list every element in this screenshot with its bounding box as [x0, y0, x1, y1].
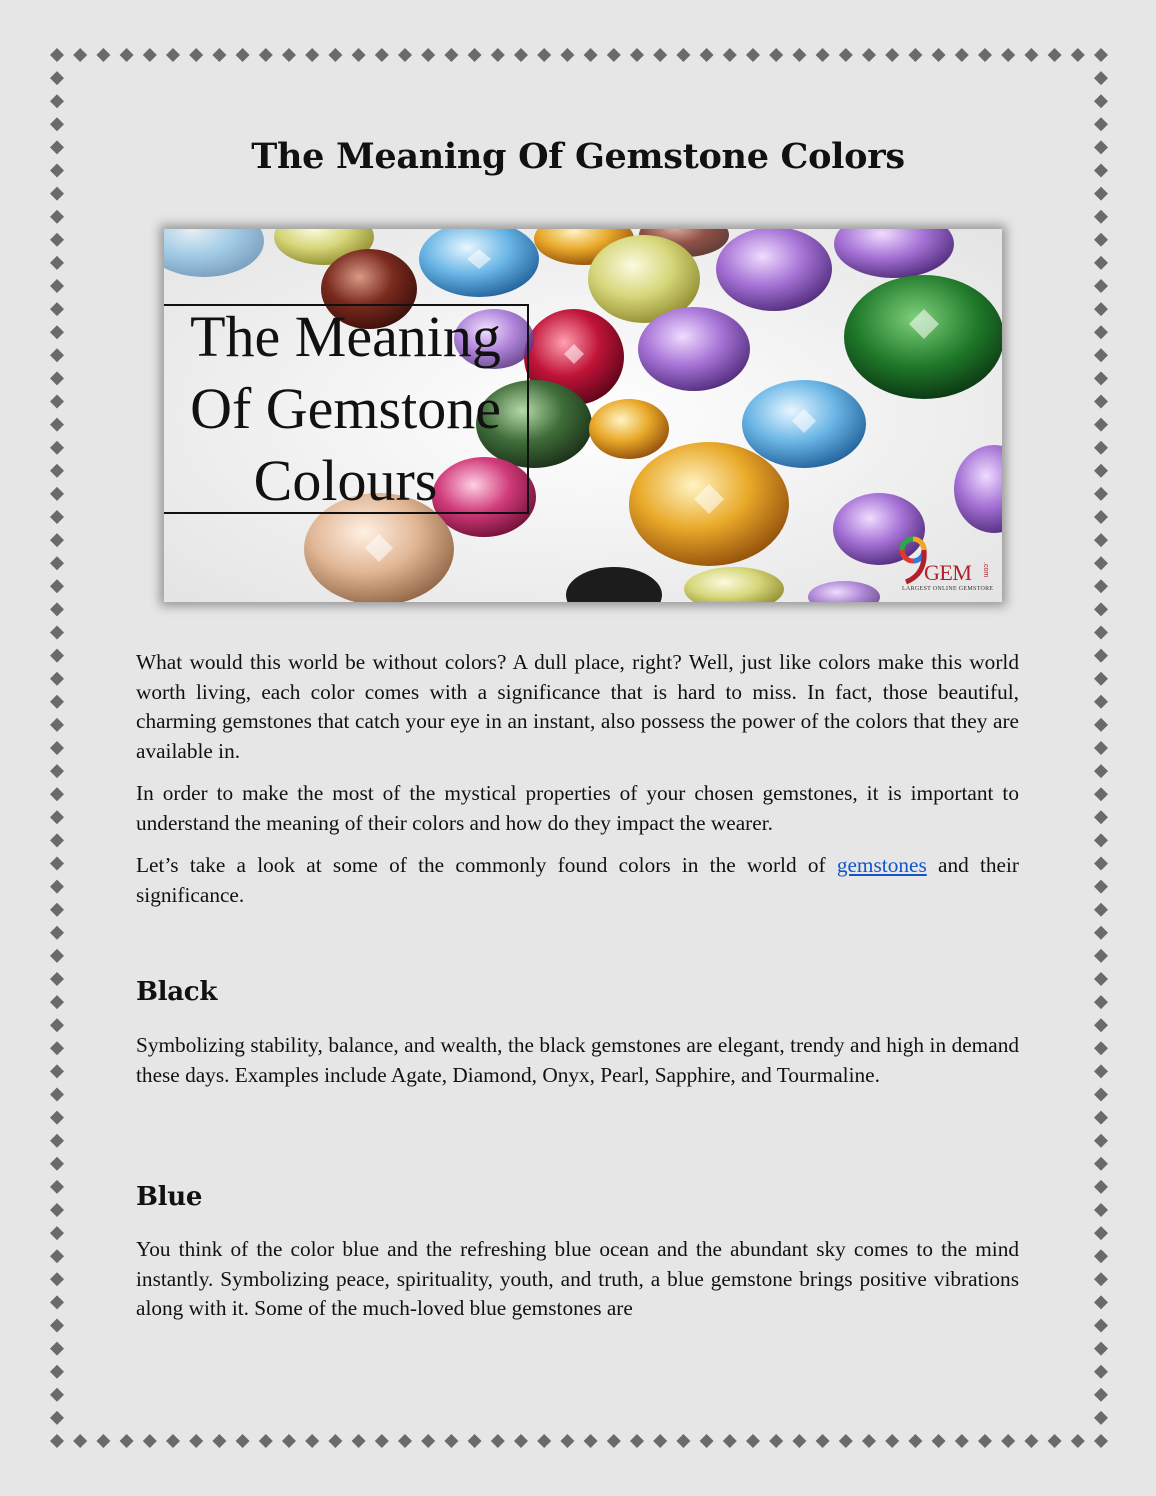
border-diamond — [676, 48, 690, 62]
border-diamond — [212, 48, 226, 62]
border-diamond — [1094, 880, 1108, 894]
border-diamond — [1094, 1388, 1108, 1402]
border-diamond — [839, 48, 853, 62]
border-diamond — [1094, 1134, 1108, 1148]
border-diamond — [50, 1111, 64, 1125]
border-diamond — [50, 602, 64, 616]
border-diamond — [885, 48, 899, 62]
hero-title-line-1: The Meaning — [190, 304, 501, 369]
border-diamond — [282, 48, 296, 62]
border-diamond — [50, 1272, 64, 1286]
border-diamond — [50, 857, 64, 871]
border-diamond — [1094, 1018, 1108, 1032]
border-diamond — [50, 649, 64, 663]
section-heading-black: Black — [136, 977, 218, 1007]
border-diamond — [1094, 926, 1108, 940]
border-diamond — [816, 48, 830, 62]
border-diamond — [723, 48, 737, 62]
border-diamond — [50, 48, 64, 62]
border-diamond — [50, 256, 64, 270]
border-diamond — [259, 48, 273, 62]
border-diamond — [50, 187, 64, 201]
border-diamond — [1094, 510, 1108, 524]
border-diamond — [1071, 48, 1085, 62]
border-diamond — [50, 903, 64, 917]
border-diamond — [328, 1434, 342, 1448]
border-diamond — [723, 1434, 737, 1448]
border-diamond — [1094, 1319, 1108, 1333]
border-diamond — [1094, 94, 1108, 108]
border-diamond — [676, 1434, 690, 1448]
border-diamond — [236, 1434, 250, 1448]
border-diamond — [908, 48, 922, 62]
border-diamond — [653, 1434, 667, 1448]
intro-paragraph-3-lead: Let’s take a look at some of the commonly found colors in the world of — [136, 853, 837, 877]
border-diamond — [50, 695, 64, 709]
border-diamond — [96, 1434, 110, 1448]
border-diamond — [50, 1226, 64, 1240]
border-diamond — [514, 48, 528, 62]
border-diamond — [1094, 233, 1108, 247]
logo-tagline: LARGEST ONLINE GEMSTORE — [902, 586, 994, 592]
border-diamond — [120, 1434, 134, 1448]
border-diamond — [792, 48, 806, 62]
border-diamond — [1094, 348, 1108, 362]
border-diamond — [1094, 903, 1108, 917]
border-diamond — [1094, 1342, 1108, 1356]
border-diamond — [421, 48, 435, 62]
border-diamond — [978, 48, 992, 62]
border-diamond — [305, 48, 319, 62]
intro-paragraph-3-tail: and their significance. — [136, 853, 1019, 907]
border-diamond — [1094, 579, 1108, 593]
border-diamond — [50, 926, 64, 940]
border-diamond — [50, 764, 64, 778]
border-diamond — [50, 279, 64, 293]
intro-paragraph-1: What would this world be without colors? A dull place, right? Well, just like colors make this world worth living, each color comes with a significance that is hard to miss. In fact, those beautiful, charming gemstones that catch your eye in an instant, also possess the power of the colors that they are available in. — [136, 650, 1019, 763]
border-diamond — [1094, 418, 1108, 432]
border-diamond — [50, 833, 64, 847]
border-diamond — [1094, 71, 1108, 85]
border-diamond — [491, 48, 505, 62]
section-text-blue: You think of the color blue and the refreshing blue ocean and the abundant sky comes to the mind instantly. Symbolizing peace, spirituality, youth, and truth, a blue gemstone brings positive vibrations along with it. Some of the much-loved blue gemstones are — [136, 1237, 1019, 1320]
border-diamond — [468, 1434, 482, 1448]
intro-paragraph-3 — [136, 851, 1019, 910]
page-title: The Meaning Of Gemstone Colors — [251, 136, 905, 177]
border-diamond — [50, 718, 64, 732]
section-text-black: Symbolizing stability, balance, and wealth, the black gemstones are elegant, trendy and high in demand these days. Examples include Agate, Diamond, Onyx, Pearl, Sapphire, and Tourmaline. — [136, 1033, 1019, 1087]
border-diamond — [50, 1064, 64, 1078]
border-diamond — [50, 995, 64, 1009]
border-diamond — [50, 810, 64, 824]
border-diamond — [73, 1434, 87, 1448]
border-diamond — [120, 48, 134, 62]
border-diamond — [1001, 48, 1015, 62]
border-diamond — [50, 1134, 64, 1148]
border-diamond — [932, 1434, 946, 1448]
border-diamond — [1071, 1434, 1085, 1448]
border-diamond — [769, 1434, 783, 1448]
border-diamond — [1094, 1249, 1108, 1263]
border-diamond — [50, 464, 64, 478]
border-diamond — [1094, 1434, 1108, 1448]
border-diamond — [50, 1041, 64, 1055]
gemstones-link[interactable]: gemstones — [836, 853, 927, 877]
border-diamond — [584, 48, 598, 62]
border-diamond — [282, 1434, 296, 1448]
border-diamond — [1094, 672, 1108, 686]
border-diamond — [50, 1319, 64, 1333]
border-diamond — [143, 1434, 157, 1448]
border-diamond — [50, 94, 64, 108]
border-diamond — [50, 579, 64, 593]
border-diamond — [50, 1249, 64, 1263]
border-diamond — [1094, 1272, 1108, 1286]
border-diamond — [862, 1434, 876, 1448]
border-diamond — [1094, 626, 1108, 640]
hero-title-line-3: Colours — [253, 448, 438, 513]
border-diamond — [50, 1203, 64, 1217]
border-diamond — [50, 1342, 64, 1356]
border-diamond — [885, 1434, 899, 1448]
border-diamond — [50, 741, 64, 755]
border-diamond — [1094, 117, 1108, 131]
border-diamond — [1094, 1203, 1108, 1217]
border-diamond — [1094, 1064, 1108, 1078]
border-diamond — [50, 1295, 64, 1309]
border-diamond — [1094, 1180, 1108, 1194]
border-diamond — [1094, 833, 1108, 847]
border-diamond — [212, 1434, 226, 1448]
border-diamond — [1094, 1041, 1108, 1055]
border-diamond — [189, 1434, 203, 1448]
border-diamond — [1094, 857, 1108, 871]
border-diamond — [1094, 810, 1108, 824]
border-diamond — [50, 672, 64, 686]
border-diamond — [1001, 1434, 1015, 1448]
border-diamond — [50, 325, 64, 339]
hero-title-box — [164, 304, 529, 514]
intro-section — [136, 648, 1019, 923]
border-diamond — [50, 302, 64, 316]
intro-paragraph-2: In order to make the most of the mystical properties of your chosen gemstones, it is important to understand the meaning of their colors and how do they impact the wearer. — [136, 781, 1019, 835]
border-diamond — [352, 1434, 366, 1448]
border-diamond — [96, 48, 110, 62]
border-diamond — [932, 48, 946, 62]
border-diamond — [1094, 371, 1108, 385]
border-diamond — [862, 48, 876, 62]
border-diamond — [908, 1434, 922, 1448]
border-diamond — [50, 1157, 64, 1171]
section-heading-blue: Blue — [136, 1182, 203, 1212]
border-diamond — [1024, 1434, 1038, 1448]
border-diamond — [444, 48, 458, 62]
border-diamond — [1094, 741, 1108, 755]
border-diamond — [50, 1388, 64, 1402]
border-diamond — [189, 48, 203, 62]
border-diamond — [1048, 48, 1062, 62]
border-diamond — [1094, 302, 1108, 316]
border-diamond — [1094, 464, 1108, 478]
border-diamond — [816, 1434, 830, 1448]
hero-title-line-2: Of Gemstone — [190, 376, 501, 441]
border-diamond — [514, 1434, 528, 1448]
border-diamond — [1094, 972, 1108, 986]
border-diamond — [50, 1411, 64, 1425]
border-diamond — [50, 395, 64, 409]
border-diamond — [746, 1434, 760, 1448]
border-diamond — [50, 1434, 64, 1448]
border-diamond — [584, 1434, 598, 1448]
border-diamond — [1094, 695, 1108, 709]
border-diamond — [1094, 764, 1108, 778]
border-diamond — [50, 1088, 64, 1102]
border-diamond — [1094, 949, 1108, 963]
border-diamond — [537, 48, 551, 62]
border-diamond — [1094, 279, 1108, 293]
border-diamond — [50, 556, 64, 570]
border-diamond — [50, 117, 64, 131]
border-diamond — [491, 1434, 505, 1448]
border-diamond — [560, 48, 574, 62]
border-diamond — [1094, 649, 1108, 663]
border-diamond — [468, 48, 482, 62]
border-diamond — [50, 787, 64, 801]
logo-word: GEM — [924, 560, 972, 585]
border-diamond — [1094, 1295, 1108, 1309]
border-diamond — [769, 48, 783, 62]
border-diamond — [1094, 256, 1108, 270]
border-diamond — [1094, 187, 1108, 201]
border-diamond — [630, 48, 644, 62]
border-diamond — [398, 1434, 412, 1448]
border-diamond — [978, 1434, 992, 1448]
border-diamond — [375, 1434, 389, 1448]
border-diamond — [375, 48, 389, 62]
border-diamond — [1094, 995, 1108, 1009]
border-diamond — [746, 48, 760, 62]
border-diamond — [1024, 48, 1038, 62]
border-diamond — [1094, 48, 1108, 62]
border-diamond — [1094, 487, 1108, 501]
border-diamond — [50, 371, 64, 385]
border-diamond — [1094, 210, 1108, 224]
border-diamond — [1094, 395, 1108, 409]
border-diamond — [73, 48, 87, 62]
border-diamond — [607, 48, 621, 62]
border-diamond — [1094, 556, 1108, 570]
border-diamond — [50, 880, 64, 894]
border-diamond — [700, 48, 714, 62]
border-diamond — [50, 418, 64, 432]
border-diamond — [166, 48, 180, 62]
border-diamond — [50, 348, 64, 362]
border-diamond — [398, 48, 412, 62]
border-diamond — [1094, 441, 1108, 455]
border-diamond — [421, 1434, 435, 1448]
border-diamond — [700, 1434, 714, 1448]
9gem-logo — [896, 534, 996, 598]
border-diamond — [50, 1180, 64, 1194]
border-diamond — [50, 1365, 64, 1379]
border-diamond — [792, 1434, 806, 1448]
border-diamond — [1094, 1365, 1108, 1379]
border-diamond — [537, 1434, 551, 1448]
border-diamond — [305, 1434, 319, 1448]
border-diamond — [352, 48, 366, 62]
border-diamond — [1094, 533, 1108, 547]
border-diamond — [1094, 787, 1108, 801]
border-diamond — [50, 487, 64, 501]
border-diamond — [50, 441, 64, 455]
border-diamond — [50, 626, 64, 640]
border-diamond — [50, 71, 64, 85]
border-diamond — [955, 1434, 969, 1448]
border-diamond — [1094, 325, 1108, 339]
border-diamond — [236, 48, 250, 62]
border-diamond — [259, 1434, 273, 1448]
border-diamond — [1094, 1411, 1108, 1425]
border-diamond — [444, 1434, 458, 1448]
border-diamond — [1048, 1434, 1062, 1448]
border-diamond — [653, 48, 667, 62]
border-diamond — [328, 48, 342, 62]
border-diamond — [839, 1434, 853, 1448]
border-diamond — [50, 1018, 64, 1032]
hero-image — [164, 229, 1002, 602]
border-diamond — [560, 1434, 574, 1448]
border-diamond — [630, 1434, 644, 1448]
border-diamond — [50, 949, 64, 963]
border-diamond — [50, 533, 64, 547]
border-diamond — [143, 48, 157, 62]
border-diamond — [50, 210, 64, 224]
border-diamond — [1094, 718, 1108, 732]
border-diamond — [607, 1434, 621, 1448]
border-diamond — [1094, 1111, 1108, 1125]
logo-suffix: .com — [982, 562, 989, 578]
border-diamond — [50, 233, 64, 247]
border-diamond — [1094, 1088, 1108, 1102]
border-diamond — [166, 1434, 180, 1448]
border-diamond — [1094, 1226, 1108, 1240]
border-diamond — [50, 972, 64, 986]
border-diamond — [1094, 1157, 1108, 1171]
border-diamond — [955, 48, 969, 62]
border-diamond — [50, 510, 64, 524]
border-diamond — [1094, 602, 1108, 616]
